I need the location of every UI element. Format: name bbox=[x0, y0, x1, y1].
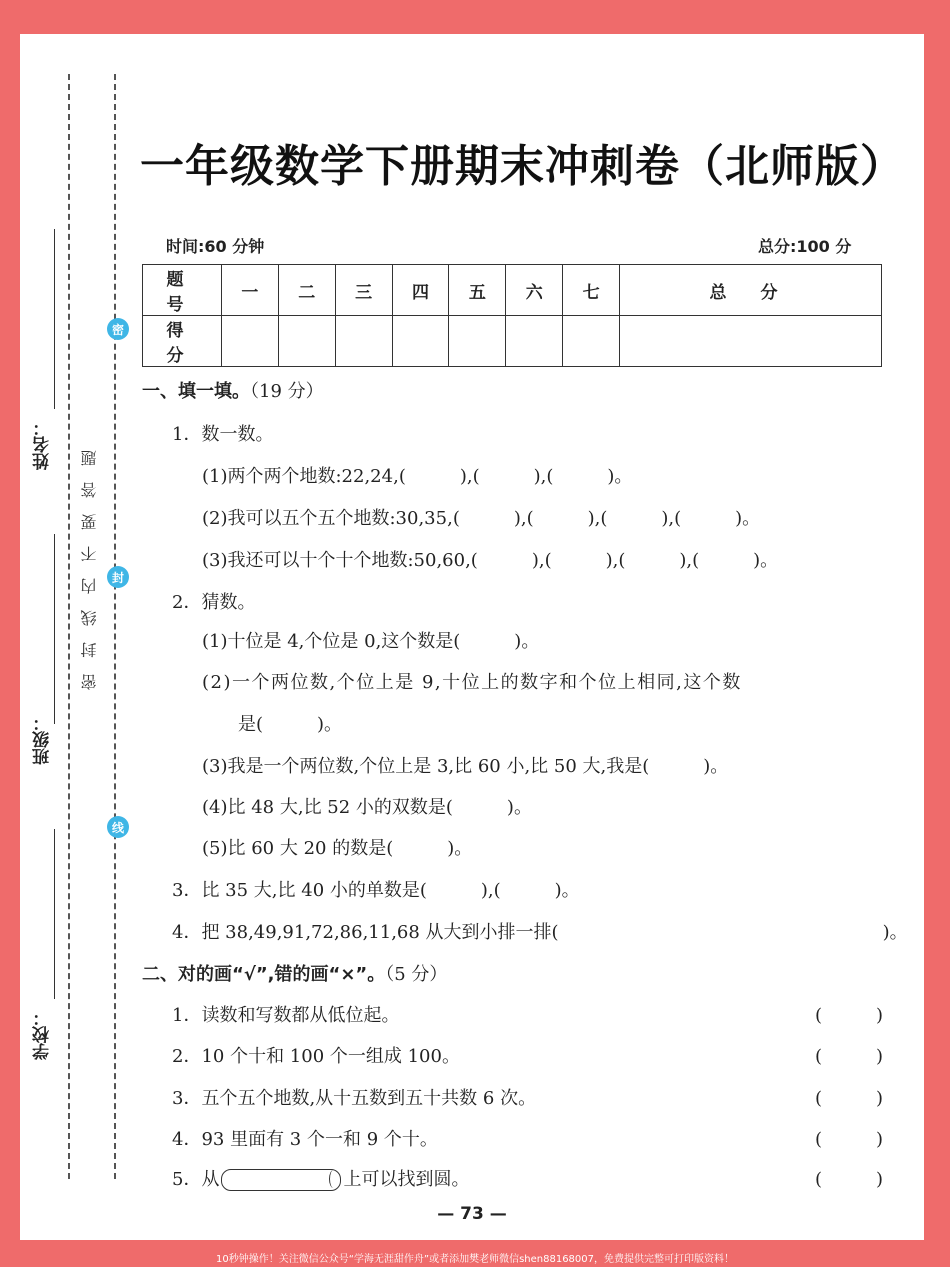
score-cell[interactable] bbox=[335, 316, 392, 367]
question-2-4: (4)比 48 大,比 52 小的双数是( )。 bbox=[202, 797, 532, 818]
question-2-2: (2)一个两位数,个位上是 9,十位上的数字和个位上相同,这个数 bbox=[202, 672, 742, 693]
seal-mark-xian: 线 bbox=[107, 816, 129, 838]
section-1-points: （19 分） bbox=[250, 381, 324, 402]
score-cell[interactable] bbox=[278, 316, 335, 367]
seal-mark-feng: 封 bbox=[107, 566, 129, 588]
binding-dashed-line-outer bbox=[68, 74, 70, 1179]
score-cell[interactable] bbox=[222, 316, 279, 367]
score-cell[interactable] bbox=[620, 316, 882, 367]
question-1-3: (3)我还可以十个十个地数:50,60,( ),( ),( ),( )。 bbox=[202, 550, 779, 571]
score-header-cell: 四 bbox=[392, 265, 449, 316]
section-2-heading bbox=[142, 960, 447, 986]
judge-answer-1[interactable]: ( ) bbox=[815, 1005, 884, 1026]
score-table-score-row bbox=[143, 316, 882, 367]
judge-answer-3[interactable]: ( ) bbox=[815, 1088, 884, 1109]
school-label: 学校： bbox=[33, 1009, 53, 1060]
judge-item-5 bbox=[172, 1165, 469, 1191]
name-blank-line bbox=[54, 229, 55, 409]
judge-item-1: 1．读数和写数都从低位起。 bbox=[172, 1005, 400, 1026]
binding-dashed-line-inner bbox=[114, 74, 116, 1179]
total-score: 总分:100 分 bbox=[758, 237, 852, 256]
section-1-title: 一、填一填。 bbox=[142, 381, 250, 402]
question-2-1: (1)十位是 4,个位是 0,这个数是( )。 bbox=[202, 631, 540, 652]
question-1-1: (1)两个两个地数:22,24,( ),( ),( )。 bbox=[202, 466, 633, 487]
score-row-label: 得 分 bbox=[143, 316, 222, 367]
judge-item-2: 2．10 个十和 100 个一组成 100。 bbox=[172, 1046, 460, 1067]
judge-answer-5[interactable]: ( ) bbox=[815, 1169, 884, 1190]
school-blank-line bbox=[54, 829, 55, 999]
score-cell[interactable] bbox=[563, 316, 620, 367]
time-limit: 时间:60 分钟 bbox=[166, 237, 265, 256]
score-table-header-row bbox=[143, 265, 882, 316]
question-4: 4．把 38,49,91,72,86,11,68 从大到小排一排( )。 bbox=[172, 922, 908, 943]
score-header-cell: 三 bbox=[335, 265, 392, 316]
score-header-cell: 六 bbox=[506, 265, 563, 316]
question-2-5: (5)比 60 大 20 的数是( )。 bbox=[202, 838, 473, 859]
section-1-heading bbox=[142, 377, 324, 403]
question-2: 2．猜数。 bbox=[172, 592, 256, 613]
question-3: 3．比 35 大,比 40 小的单数是( ),( )。 bbox=[172, 880, 580, 901]
page-number: — 73 — bbox=[437, 1204, 507, 1224]
judge-item-4: 4．93 里面有 3 个一和 9 个十。 bbox=[172, 1129, 438, 1150]
section-2-title: 二、对的画“√”,错的画“×”。 bbox=[142, 964, 386, 985]
question-2-2-continued: 是( )。 bbox=[238, 714, 343, 735]
score-cell[interactable] bbox=[506, 316, 563, 367]
name-label: 姓名： bbox=[33, 419, 53, 470]
page-title: 一年级数学下册期末冲刺卷（北师版） bbox=[140, 141, 905, 192]
class-blank-line bbox=[54, 534, 55, 724]
section-2-points: （5 分） bbox=[385, 964, 448, 985]
judge-item-5-suffix: 上可以找到圆。 bbox=[343, 1169, 470, 1190]
cylinder-figure bbox=[221, 1169, 341, 1191]
score-header-cell: 总 分 bbox=[620, 265, 882, 316]
score-header-cell: 七 bbox=[563, 265, 620, 316]
score-header-cell: 二 bbox=[278, 265, 335, 316]
score-cell[interactable] bbox=[449, 316, 506, 367]
judge-answer-2[interactable]: ( ) bbox=[815, 1046, 884, 1067]
score-header-cell: 题 号 bbox=[143, 265, 222, 316]
judge-answer-4[interactable]: ( ) bbox=[815, 1129, 884, 1150]
score-cell[interactable] bbox=[392, 316, 449, 367]
footer-note: 10秒钟操作！关注微信公众号“学海无涯甜作舟”或者添加樊老师微信shen88168007，免费提供完整可打印版资料！ bbox=[215, 1254, 735, 1265]
question-2-3: (3)我是一个两位数,个位上是 3,比 60 小,比 50 大,我是( )。 bbox=[202, 756, 729, 777]
class-label: 班级： bbox=[33, 714, 53, 765]
score-header-cell: 一 bbox=[222, 265, 279, 316]
question-1-2: (2)我可以五个五个地数:30,35,( ),( ),( ),( )。 bbox=[202, 508, 761, 529]
judge-item-5-prefix: 5．从 bbox=[172, 1169, 220, 1190]
exam-paper bbox=[20, 34, 924, 1240]
seal-mark-mi: 密 bbox=[107, 318, 129, 340]
score-header-cell: 五 bbox=[449, 265, 506, 316]
score-table bbox=[142, 264, 882, 367]
judge-item-3: 3．五个五个地数,从十五数到五十共数 6 次。 bbox=[172, 1088, 537, 1109]
question-1: 1．数一数。 bbox=[172, 424, 274, 445]
binding-instruction: 密封线内不要答题 bbox=[80, 434, 99, 690]
